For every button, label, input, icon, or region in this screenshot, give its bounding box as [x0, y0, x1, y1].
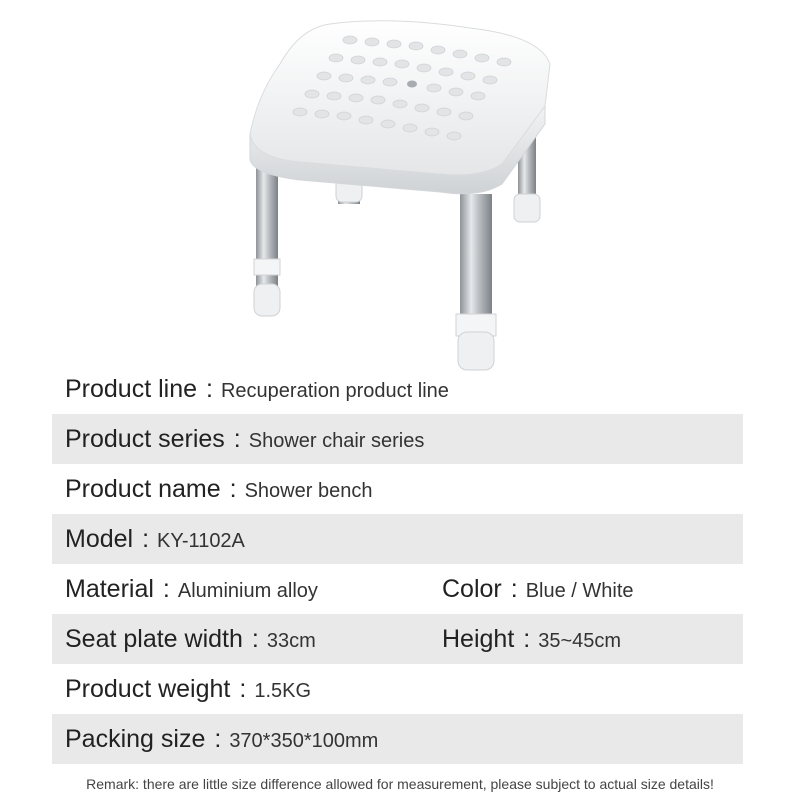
spec-value: Shower chair series: [248, 429, 425, 452]
remark-note: Remark: there are little size difference allowed for measurement, please subject to actual size details!: [86, 776, 714, 792]
spec-value: Shower bench: [244, 479, 373, 502]
spec-label: Packing size: [65, 724, 206, 753]
front-leg-left: [254, 164, 280, 316]
spec-row-product-line: [52, 364, 743, 414]
colon: :: [523, 624, 531, 653]
spec-value: Blue / White: [525, 579, 634, 602]
spec-label: Product weight: [65, 674, 231, 703]
colon: :: [239, 674, 247, 703]
spec-label: Seat plate width: [65, 624, 243, 653]
shower-bench-image: [240, 14, 560, 374]
spec-row-product-weight: [52, 664, 743, 714]
seat-plate: [250, 21, 550, 194]
spec-label: Color: [442, 574, 502, 603]
colon: :: [251, 624, 259, 653]
spec-table: [52, 364, 743, 764]
front-leg-right: [456, 194, 496, 370]
spec-row-width-height: [52, 614, 743, 664]
spec-value: 370*350*100mm: [229, 729, 379, 752]
spec-label: Product series: [65, 424, 225, 453]
spec-value: 33cm: [266, 629, 316, 652]
colon: :: [206, 374, 213, 403]
spec-row-product-name: [52, 464, 743, 514]
colon: :: [233, 424, 241, 453]
spec-label: Product line: [65, 374, 198, 403]
colon: :: [510, 574, 518, 603]
spec-label: Model: [65, 524, 134, 553]
spec-value: KY-1102A: [157, 529, 245, 552]
spec-row-model: [52, 514, 743, 564]
spec-label: Height: [442, 624, 515, 653]
colon: :: [142, 524, 150, 553]
spec-row-material-color: [52, 564, 743, 614]
spec-label: Material: [65, 574, 154, 603]
spec-value: 35~45cm: [538, 629, 622, 652]
colon: :: [162, 574, 170, 603]
spec-row-product-series: [52, 414, 743, 464]
spec-value: 1.5KG: [254, 679, 312, 702]
spec-value: Aluminium alloy: [177, 579, 318, 602]
spec-value: Recuperation product line: [220, 379, 449, 402]
colon: :: [229, 474, 237, 503]
spec-label: Product name: [65, 474, 221, 503]
colon: :: [214, 724, 222, 753]
spec-row-packing-size: [52, 714, 743, 764]
